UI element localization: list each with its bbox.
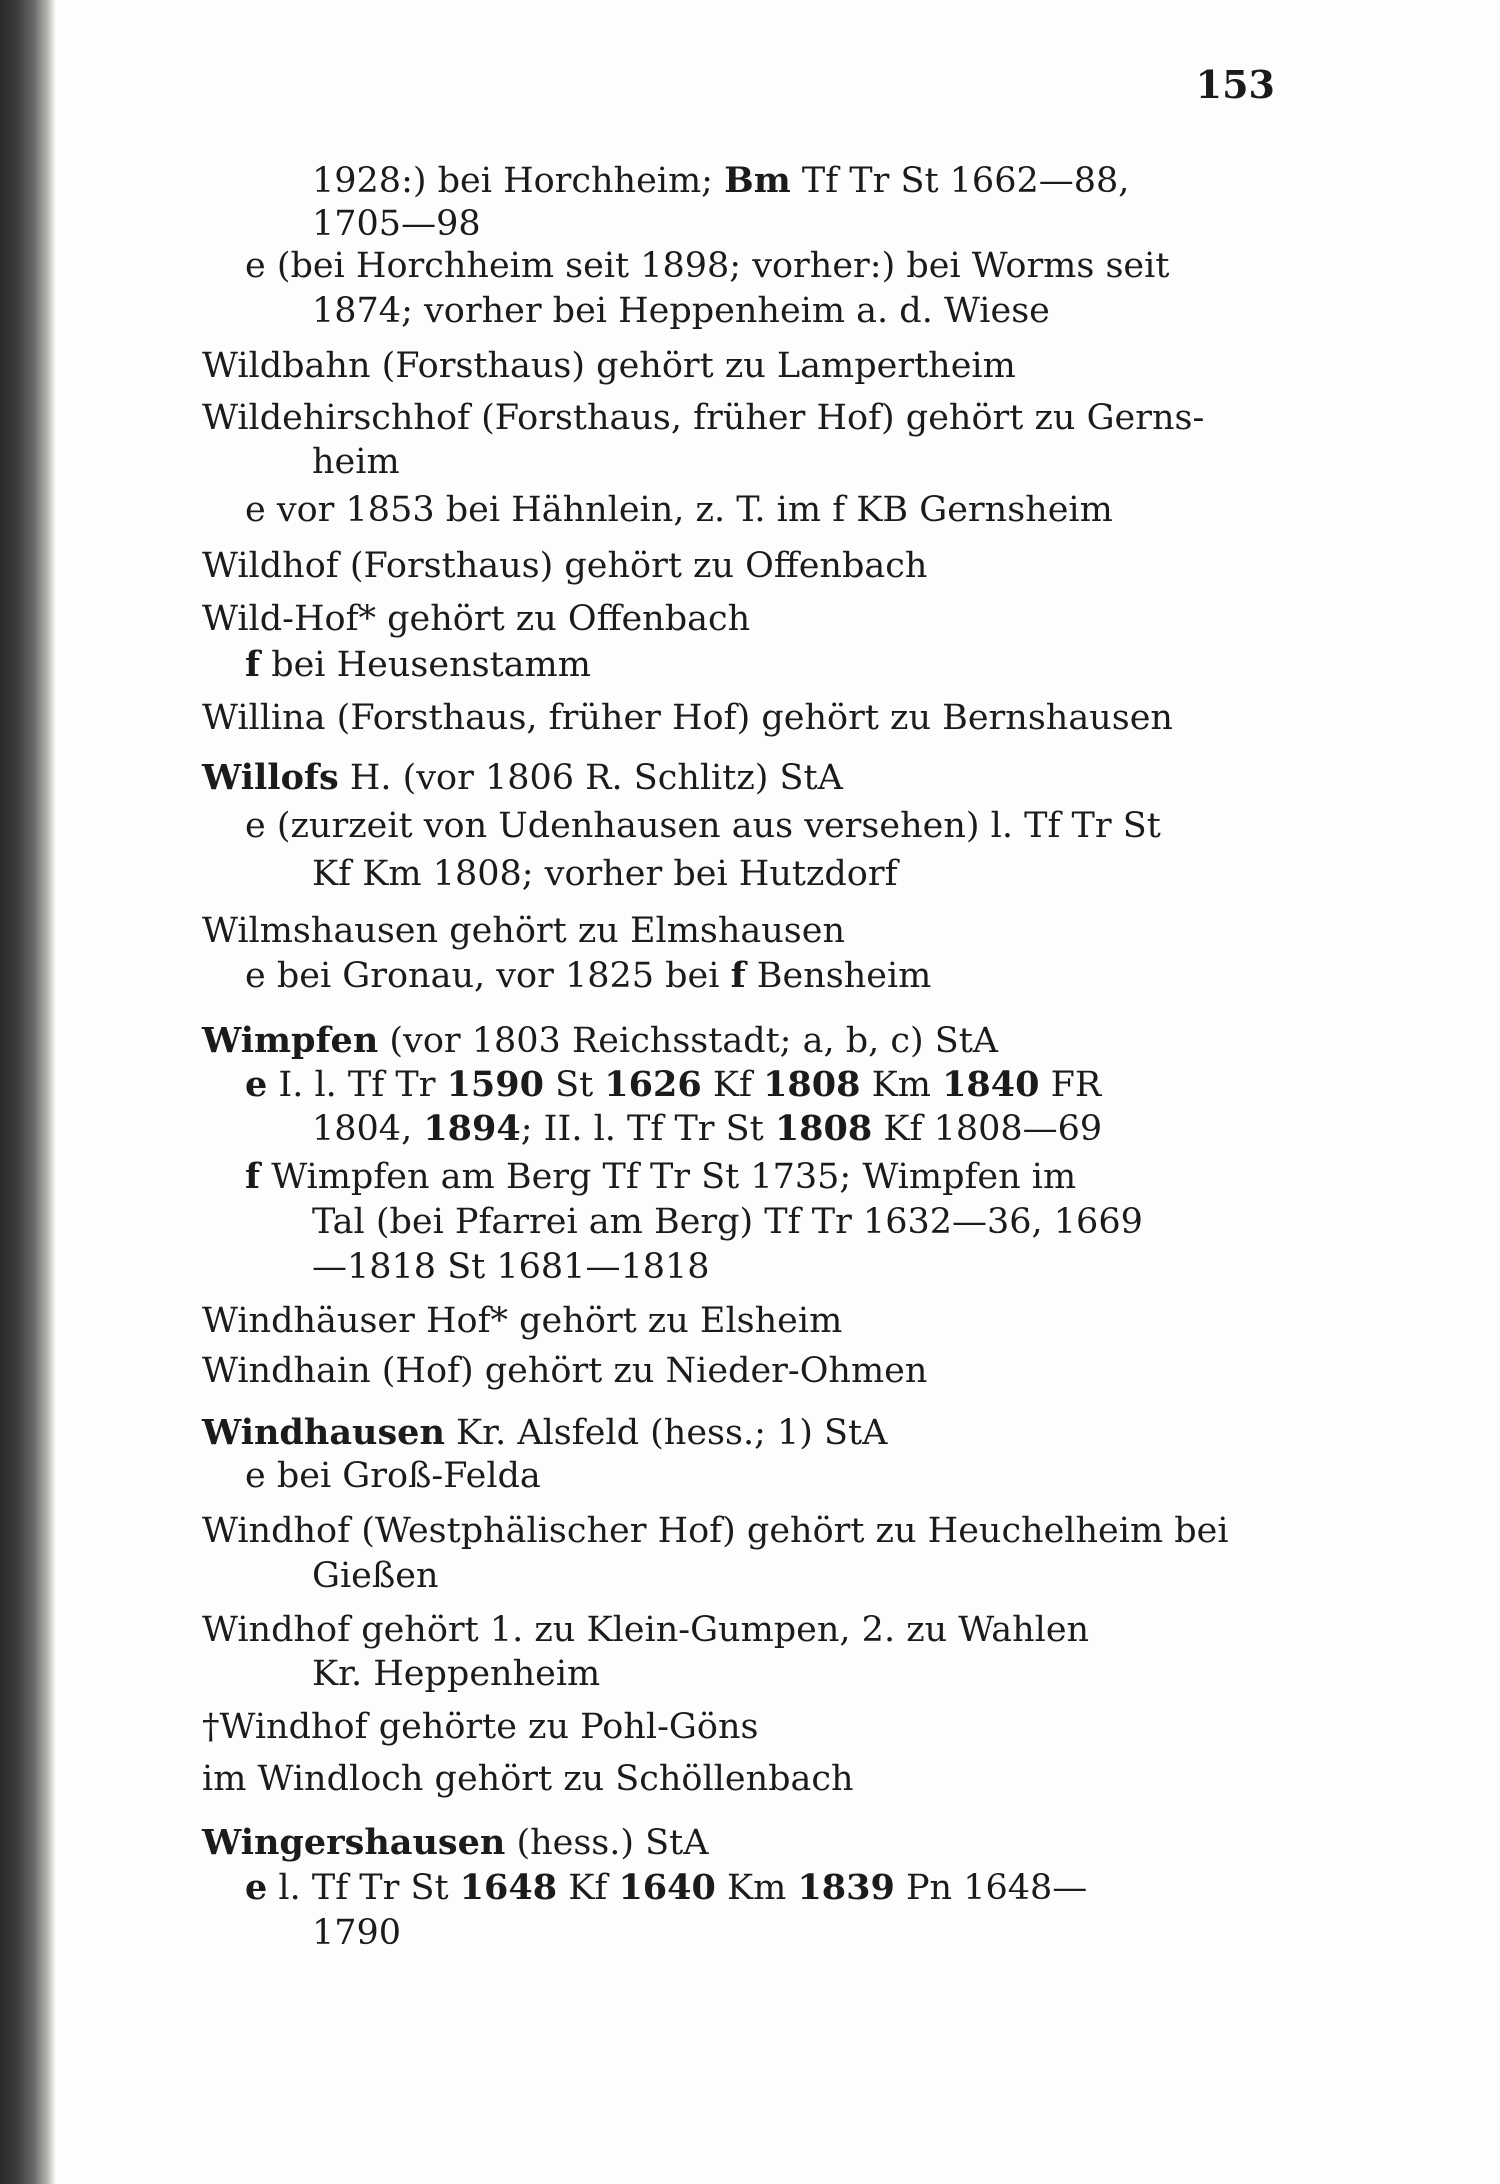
entry-line: †Windhof gehörte zu Pohl-Göns [202, 1707, 759, 1747]
text-line: e vor 1853 bei Hähnlein, z. T. im f KB Gernsheim [245, 490, 1113, 530]
text-line: e I. l. Tf Tr 1590 St 1626 Kf 1808 Km 1840 FR [245, 1064, 1102, 1105]
entry-line: Willina (Forsthaus, früher Hof) gehört zu Bernshausen [202, 698, 1173, 738]
entry-line: Wild-Hof* gehört zu Offenbach [202, 599, 751, 639]
text-line: f Wimpfen am Berg Tf Tr St 1735; Wimpfen im [245, 1156, 1077, 1197]
entry-line: Windhausen Kr. Alsfeld (hess.; 1) StA [202, 1412, 888, 1453]
entry-line: Wildbahn (Forsthaus) gehört zu Lampertheim [202, 346, 1016, 386]
entry-line: Willofs H. (vor 1806 R. Schlitz) StA [202, 757, 843, 798]
entry-line: Wildhof (Forsthaus) gehört zu Offenbach [202, 546, 928, 586]
text-line: —1818 St 1681—1818 [312, 1247, 710, 1287]
text-line: e (bei Horchheim seit 1898; vorher:) bei Worms seit [245, 246, 1170, 286]
entry-line: im Windloch gehört zu Schöllenbach [202, 1759, 854, 1799]
text-line: Kr. Heppenheim [312, 1654, 601, 1694]
entry-line: Windhof gehört 1. zu Klein-Gumpen, 2. zu Wahlen [202, 1610, 1090, 1650]
entry-line: Windhof (Westphälischer Hof) gehört zu Heuchelheim bei [202, 1511, 1229, 1551]
text-line: heim [312, 442, 400, 482]
entry-line: Wildehirschhof (Forsthaus, früher Hof) gehört zu Gerns- [202, 398, 1205, 438]
entry-line: Windhäuser Hof* gehört zu Elsheim [202, 1301, 843, 1341]
text-line: e bei Groß-Felda [245, 1456, 541, 1496]
text-line: Gießen [312, 1556, 439, 1596]
text-line: 1804, 1894; II. l. Tf Tr St 1808 Kf 1808—69 [312, 1108, 1103, 1149]
text-line: 1928:) bei Horchheim; Bm Tf Tr St 1662—88, [312, 160, 1130, 201]
entry-line: Wilmshausen gehört zu Elmshausen [202, 911, 846, 951]
text-line: Tal (bei Pfarrei am Berg) Tf Tr 1632—36, 1669 [312, 1202, 1143, 1242]
text-line: f bei Heusenstamm [245, 644, 591, 685]
page-number: 153 [1195, 62, 1275, 107]
entry-line: Wimpfen (vor 1803 Reichsstadt; a, b, c) StA [202, 1020, 999, 1061]
text-line: e (zurzeit von Udenhausen aus versehen) l. Tf Tr St [245, 806, 1161, 846]
text-line: e bei Gronau, vor 1825 bei f Bensheim [245, 955, 932, 996]
entry-line: Wingershausen (hess.) StA [202, 1822, 709, 1863]
text-line: 1705—98 [312, 204, 481, 244]
text-line: 1874; vorher bei Heppenheim a. d. Wiese [312, 291, 1050, 331]
text-line: Kf Km 1808; vorher bei Hutzdorf [312, 854, 898, 894]
text-line: 1790 [312, 1913, 402, 1953]
entry-line: Windhain (Hof) gehört zu Nieder-Ohmen [202, 1351, 928, 1391]
book-spine-shadow [0, 0, 56, 2184]
text-line: e l. Tf Tr St 1648 Kf 1640 Km 1839 Pn 1648— [245, 1867, 1088, 1908]
